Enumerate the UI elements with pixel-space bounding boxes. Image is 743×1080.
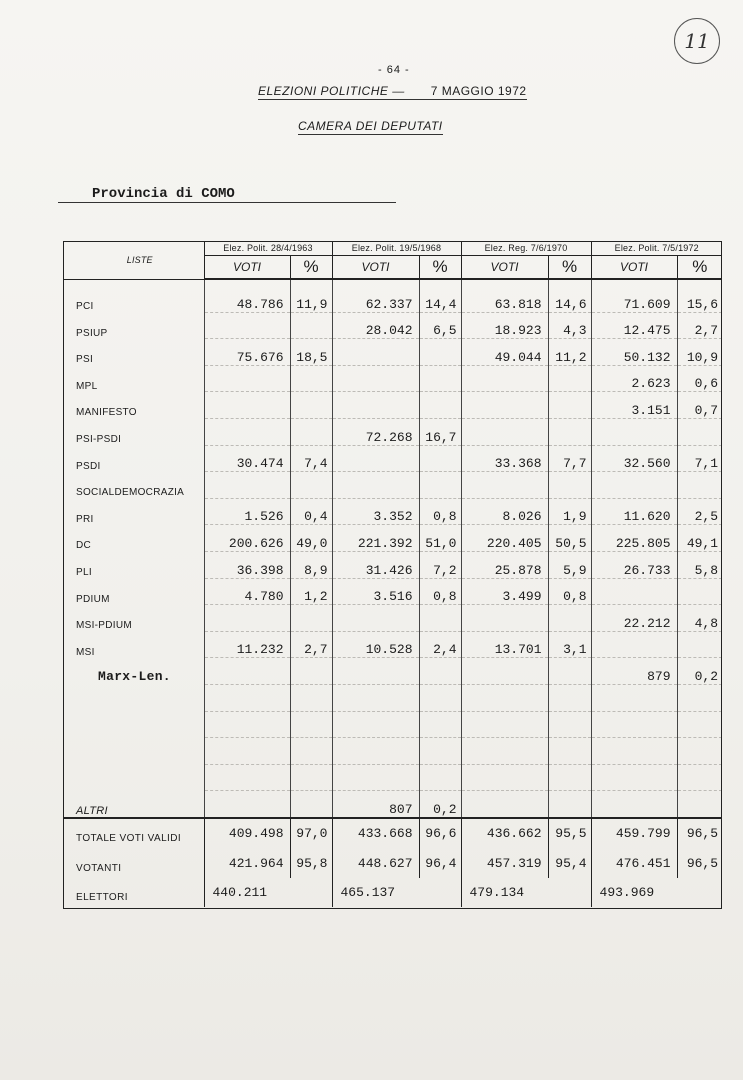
votes-cell: 11.620 [591,498,677,525]
table-row [63,578,722,605]
percent-cell: 18,5 [290,339,332,366]
percent-cell [290,605,332,632]
votes-cell [204,472,290,499]
percent-cell [419,445,461,472]
table-row [63,418,722,445]
table-row [63,498,722,525]
votes-cell: 457.319 [461,848,548,878]
votes-cell: 22.212 [591,605,677,632]
percent-cell: 4,3 [548,312,591,339]
votes-cell [461,711,548,738]
votes-cell [461,764,548,791]
votes-cell [461,658,548,685]
title-text: ELEZIONI POLITICHE — [258,84,405,98]
percent-cell [677,418,722,445]
votes-cell: 493.969 [591,878,677,908]
voti-header: VOTI [461,256,548,280]
votes-cell: 13.701 [461,631,548,658]
party-name: PSIUP [76,327,108,339]
votes-cell: 459.799 [591,818,677,849]
election-1963-header: Elez. Polit. 28/4/1963 [204,241,332,256]
votes-cell: 221.392 [332,525,419,552]
votes-cell: 225.805 [591,525,677,552]
page-circled-number: 11 [674,18,720,64]
percent-cell: 7,4 [290,445,332,472]
votes-cell [204,365,290,392]
percent-cell: 95,4 [548,848,591,878]
percent-cell: 14,6 [548,279,591,312]
title-date: 7 MAGGIO 1972 [430,84,527,98]
party-name: Marx-Len. [98,669,171,685]
votes-cell [204,312,290,339]
percent-cell: 8,9 [290,551,332,578]
party-name: PSI [76,354,94,366]
percent-cell [548,764,591,791]
percent-cell [290,658,332,685]
percent-cell: 11,2 [548,339,591,366]
totals-row [63,878,722,908]
document-title [258,84,527,100]
votes-cell [461,365,548,392]
table-row [63,711,722,738]
votes-cell [591,711,677,738]
votes-cell: 200.626 [204,525,290,552]
votes-cell [332,339,419,366]
percent-cell: 96,4 [419,848,461,878]
totals-row [63,818,722,849]
percent-cell: 0,2 [677,658,722,685]
percent-cell [290,711,332,738]
votes-cell: 11.232 [204,631,290,658]
votes-cell: 1.526 [204,498,290,525]
percent-cell [677,684,722,711]
votes-cell: 28.042 [332,312,419,339]
page-number: - 64 - [378,64,410,76]
votes-cell [332,445,419,472]
percent-cell: 95,5 [548,818,591,849]
votes-cell [204,791,290,818]
votes-cell [591,738,677,765]
percent-cell: 4,8 [677,605,722,632]
percent-cell [419,764,461,791]
percent-cell: 96,5 [677,818,722,849]
votes-cell: 476.451 [591,848,677,878]
totals-rows [63,818,722,908]
votes-cell: 448.627 [332,848,419,878]
table-row [63,365,722,392]
votes-cell [332,738,419,765]
table-row [63,339,722,366]
votes-cell: 75.676 [204,339,290,366]
election-results-table [63,241,722,907]
votes-cell [591,578,677,605]
election-1970-header: Elez. Reg. 7/6/1970 [461,241,591,256]
percent-cell: 0,8 [548,578,591,605]
votes-cell: 10.528 [332,631,419,658]
percent-cell: 96,6 [419,818,461,849]
votes-cell: 465.137 [332,878,419,908]
percent-cell [548,365,591,392]
votes-cell: 3.499 [461,578,548,605]
votes-cell [591,472,677,499]
percent-cell [677,711,722,738]
percent-cell [290,738,332,765]
votes-cell [461,472,548,499]
percent-cell [548,738,591,765]
votes-cell: 33.368 [461,445,548,472]
percent-cell [548,392,591,419]
party-name: PLI [76,567,92,579]
voti-header: VOTI [591,256,677,280]
votes-cell: 50.132 [591,339,677,366]
party-name: PRI [76,513,94,525]
percent-cell: 0,7 [677,392,722,419]
votes-cell [204,392,290,419]
pct-header: % [548,256,591,280]
votes-cell [461,392,548,419]
table-row [63,312,722,339]
percent-cell: 1,2 [290,578,332,605]
votes-cell: 31.426 [332,551,419,578]
pct-header: % [677,256,722,280]
votes-cell [332,658,419,685]
percent-cell [419,365,461,392]
votes-cell: 49.044 [461,339,548,366]
percent-cell [419,472,461,499]
table-row [63,551,722,578]
party-name: PCI [76,301,94,313]
votes-cell [332,365,419,392]
percent-cell: 2,7 [677,312,722,339]
votes-cell [461,418,548,445]
votes-cell [332,684,419,711]
votes-cell [204,658,290,685]
votes-cell: 421.964 [204,848,290,878]
percent-cell: 7,7 [548,445,591,472]
liste-header: LISTE [63,241,204,279]
votes-cell: 12.475 [591,312,677,339]
votes-cell: 36.398 [204,551,290,578]
table-row [63,631,722,658]
table-row [63,791,722,818]
election-1972-header: Elez. Polit. 7/5/1972 [591,241,722,256]
votes-cell: 18.923 [461,312,548,339]
percent-cell [677,764,722,791]
votes-cell [332,764,419,791]
percent-cell: 49,0 [290,525,332,552]
percent-cell [290,472,332,499]
table-row [63,472,722,499]
party-name: PSDI [76,460,101,472]
votes-cell: 879 [591,658,677,685]
percent-cell [290,684,332,711]
percent-cell [677,578,722,605]
percent-cell: 15,6 [677,279,722,312]
percent-cell [548,605,591,632]
percent-cell [419,684,461,711]
party-name: DC [76,540,92,552]
party-name [63,711,204,738]
percent-cell [548,878,591,908]
percent-cell: 2,5 [677,498,722,525]
percent-cell [548,711,591,738]
table-row [63,279,722,312]
party-name [63,684,204,711]
percent-cell [419,711,461,738]
votes-cell: 479.134 [461,878,548,908]
percent-cell [290,312,332,339]
votes-cell [591,684,677,711]
votes-cell [204,711,290,738]
totals-label: TOTALE VOTI VALIDI [63,818,204,849]
percent-cell [548,684,591,711]
votes-cell: 30.474 [204,445,290,472]
percent-cell [419,605,461,632]
votes-cell [461,684,548,711]
party-name: PSI-PSDI [76,434,122,446]
votes-cell: 3.352 [332,498,419,525]
votes-cell [332,711,419,738]
percent-cell [419,339,461,366]
party-rows [63,279,722,818]
votes-cell: 436.662 [461,818,548,849]
votes-cell: 2.623 [591,365,677,392]
totals-label: VOTANTI [76,862,122,874]
totals-label: ELETTORI [76,892,128,904]
votes-cell: 3.516 [332,578,419,605]
votes-cell: 71.609 [591,279,677,312]
percent-cell: 1,9 [548,498,591,525]
totals-row [63,848,722,878]
percent-cell [419,878,461,908]
votes-cell: 220.405 [461,525,548,552]
votes-cell: 8.026 [461,498,548,525]
percent-cell: 96,5 [677,848,722,878]
party-name: ALTRI [76,804,108,817]
percent-cell: 10,9 [677,339,722,366]
percent-cell: 0,2 [419,791,461,818]
votes-cell [204,684,290,711]
percent-cell [290,764,332,791]
percent-cell [290,878,332,908]
percent-cell: 14,4 [419,279,461,312]
percent-cell: 0,4 [290,498,332,525]
table-row [63,684,722,711]
percent-cell: 0,8 [419,578,461,605]
party-name [63,738,204,765]
percent-cell [419,392,461,419]
voti-header: VOTI [332,256,419,280]
percent-cell: 2,4 [419,631,461,658]
party-name: MPL [76,380,98,392]
party-name [63,764,204,791]
percent-cell: 50,5 [548,525,591,552]
table-row [63,445,722,472]
percent-cell: 5,9 [548,551,591,578]
votes-cell: 72.268 [332,418,419,445]
votes-cell [204,605,290,632]
percent-cell [290,392,332,419]
pct-header: % [290,256,332,280]
percent-cell [677,878,722,908]
votes-cell [332,605,419,632]
votes-cell: 440.211 [204,878,290,908]
percent-cell [548,472,591,499]
percent-cell [677,472,722,499]
percent-cell [419,658,461,685]
votes-cell: 32.560 [591,445,677,472]
votes-cell [332,392,419,419]
document-subtitle: CAMERA DEI DEPUTATI [298,119,443,133]
percent-cell: 7,2 [419,551,461,578]
votes-cell: 48.786 [204,279,290,312]
percent-cell: 6,5 [419,312,461,339]
votes-cell: 433.668 [332,818,419,849]
votes-cell: 63.818 [461,279,548,312]
percent-cell [677,631,722,658]
votes-cell: 4.780 [204,578,290,605]
table-row [63,658,722,685]
percent-cell: 0,8 [419,498,461,525]
votes-cell [332,472,419,499]
table-row [63,738,722,765]
percent-cell: 97,0 [290,818,332,849]
percent-cell: 7,1 [677,445,722,472]
votes-cell [591,631,677,658]
percent-cell: 49,1 [677,525,722,552]
party-name: MSI-PDIUM [76,620,133,632]
votes-cell [591,418,677,445]
percent-cell: 3,1 [548,631,591,658]
pct-header: % [419,256,461,280]
votes-cell: 26.733 [591,551,677,578]
party-name: SOCIALDEMOCRAZIA [76,487,185,499]
percent-cell: 2,7 [290,631,332,658]
percent-cell [548,791,591,818]
election-header-row [63,241,722,256]
votes-cell [591,791,677,818]
percent-cell: 16,7 [419,418,461,445]
votes-cell: 62.337 [332,279,419,312]
votes-cell [461,791,548,818]
percent-cell [290,418,332,445]
percent-cell [290,791,332,818]
percent-cell [677,738,722,765]
election-1968-header: Elez. Polit. 19/5/1968 [332,241,461,256]
voti-header: VOTI [204,256,290,280]
province-underline [58,202,396,203]
votes-cell: 3.151 [591,392,677,419]
table-row [63,525,722,552]
percent-cell: 95,8 [290,848,332,878]
percent-cell [548,418,591,445]
votes-cell [461,738,548,765]
percent-cell: 51,0 [419,525,461,552]
party-name: PDIUM [76,593,110,605]
votes-cell: 25.878 [461,551,548,578]
votes-cell: 409.498 [204,818,290,849]
table-row [63,392,722,419]
percent-cell: 11,9 [290,279,332,312]
votes-cell [204,738,290,765]
votes-cell [204,764,290,791]
percent-cell [419,738,461,765]
table-row [63,605,722,632]
percent-cell: 0,6 [677,365,722,392]
province-heading: Provincia di COMO [92,186,235,202]
votes-cell: 807 [332,791,419,818]
votes-cell [591,764,677,791]
votes-cell [204,418,290,445]
party-name: MANIFESTO [76,407,137,419]
percent-cell: 5,8 [677,551,722,578]
table-row [63,764,722,791]
percent-cell [677,791,722,818]
votes-cell [461,605,548,632]
percent-cell [290,365,332,392]
party-name: MSI [76,646,95,658]
percent-cell [548,658,591,685]
